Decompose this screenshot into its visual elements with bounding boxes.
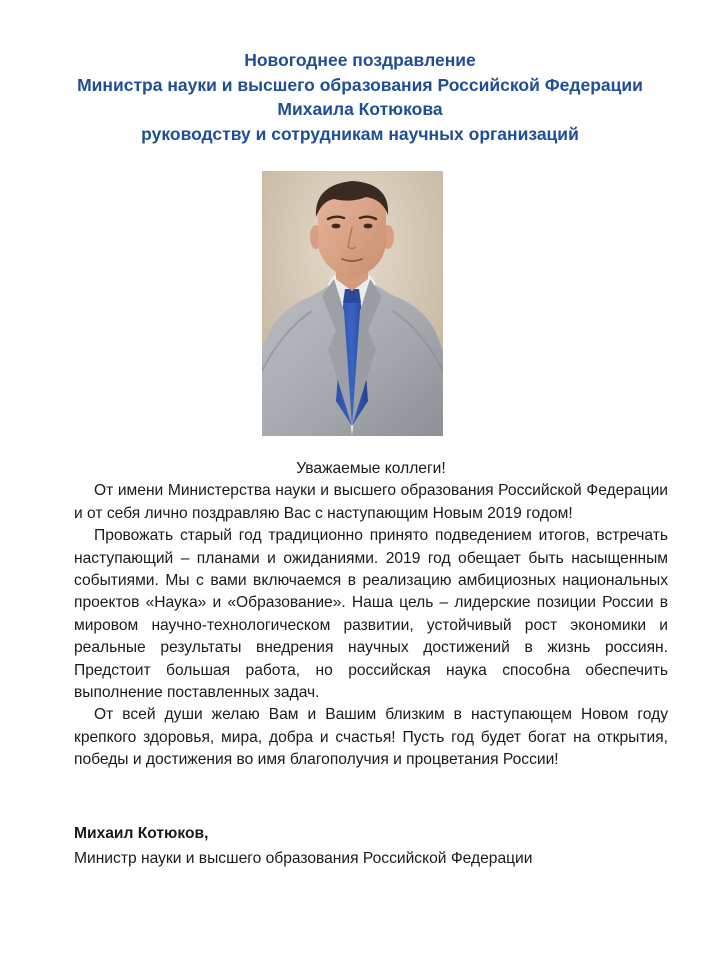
title-line-2: Министра науки и высшего образования Российской Федерации xyxy=(77,74,643,95)
portrait-photo xyxy=(262,171,443,436)
letter-paragraph-2: Провожать старый год традиционно принято подведением итогов, встречать наступающий – планами и ожиданиями. 2019 год обещает быть насыщенным событиями. Мы с вами включаемся в реализацию амбициозных национальных проектов «Наука» и «Образование». Наша цель – лидерские позиции России в мировом научно-технологическом развитии, устойчивый рост экономики и реальные результаты внедрения научных достижений в жизнь россиян. Предстоит большая работа, но российская наука способна обеспечить выполнение поставленных задач. xyxy=(74,527,668,702)
letter-greeting: Уважаемые коллеги! xyxy=(296,460,446,477)
title-line-4: руководству и сотрудникам научных организаций xyxy=(141,123,579,144)
portrait-illustration xyxy=(262,171,443,436)
title-line-1: Новогоднее поздравление xyxy=(244,50,476,70)
title-line-3: Михаила Котюкова xyxy=(277,99,443,119)
letter-paragraph-1: От имени Министерства науки и высшего образования Российской Федерации и от себя лично поздравляю Вас с наступающим Новым 2019 годом! xyxy=(74,482,668,522)
document-title xyxy=(0,48,720,146)
letter-paragraph-3: От всей души желаю Вам и Вашим близким в наступающем Новом году крепкого здоровья, мира, добра и счастья! Пусть год будет богат на открытия, победы и достижения во имя благополучия и процветания России! xyxy=(74,706,668,769)
signature-title: Министр науки и высшего образования Российской Федерации xyxy=(74,850,533,867)
signature-name: Михаил Котюков, xyxy=(74,825,209,842)
signature-block xyxy=(74,821,694,871)
letter-body xyxy=(74,458,668,772)
